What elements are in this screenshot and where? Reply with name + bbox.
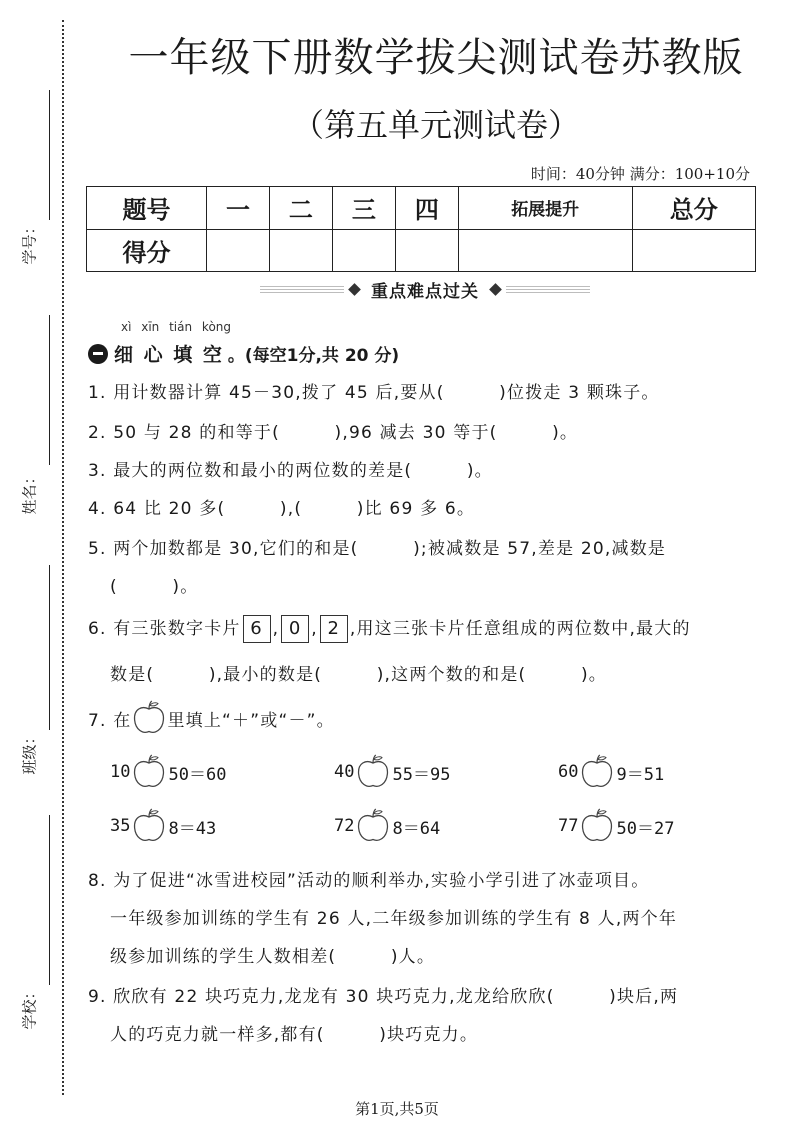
question-6-text: 6. 有三张数字卡片 [88,619,241,639]
equation-right: 50＝60 [168,764,227,785]
digit-card: 2 [320,615,348,643]
equation-right: 8＝64 [392,818,441,839]
question-9: 9. 欣欣有 22 块巧克力,龙龙有 30 块巧克力,龙龙给欣欣( )块后,两 [88,987,679,1007]
name-field[interactable] [14,315,44,520]
score-header-cell: 题号 [87,187,207,230]
page-subtitle: （第五单元测试卷） [291,106,580,144]
school-line [49,815,50,985]
score-input-cell[interactable] [395,229,458,272]
question-6: 6. 有三张数字卡片 6 , 0 , 2 ,用这三张卡片任意组成的两位数中,最大的 [88,614,691,643]
student-id-field[interactable] [14,90,44,270]
name-line [49,315,50,465]
score-input-cell[interactable] [458,229,632,272]
question-7 [88,700,335,736]
apple-blank-icon [131,700,167,736]
class-label: 班级： [20,729,39,775]
equation [110,754,226,790]
banner-decoration [260,285,344,293]
apple-blank-icon[interactable] [131,754,167,790]
equation [334,754,450,790]
section-one-badge-icon [88,344,108,364]
equation-right: 50＝27 [616,818,675,839]
question-2: 2. 50 与 28 的和等于( ),96 减去 30 等于( )。 [88,423,579,443]
section-heading [88,340,399,367]
score-header-cell: 一 [207,187,270,230]
equation-right: 9＝51 [616,764,665,785]
question-5-continued: ( )。 [110,577,199,597]
apple-blank-icon[interactable] [131,808,167,844]
binding-dotted-line [62,20,64,1095]
section-banner [260,276,590,302]
section-heading-text: 细 心 填 空 [114,344,224,366]
banner-text: 重点难点过关 [371,281,479,302]
equation [558,808,674,844]
equation-left: 72 [334,816,355,836]
page-footer: 第1页,共5页 [355,1100,439,1118]
apple-blank-icon[interactable] [355,808,391,844]
class-line [49,565,50,730]
school-label: 学校： [20,984,39,1030]
question-8: 8. 为了促进“冰雪进校园”活动的顺利举办,实验小学引进了冰壶项目。 [88,871,650,891]
question-7-text: 7. 在 [88,710,132,731]
equation-left: 10 [110,762,131,782]
score-table-header-row [87,187,756,230]
equation [334,808,440,844]
question-5: 5. 两个加数都是 30,它们的和是( );被减数是 57,差是 20,减数是 [88,539,667,559]
score-input-cell[interactable] [332,229,395,272]
score-header-cell: 三 [332,187,395,230]
apple-blank-icon[interactable] [579,808,615,844]
equation-left: 77 [558,816,579,836]
score-row-label: 得分 [87,229,207,272]
question-3: 3. 最大的两位数和最小的两位数的差是( )。 [88,461,493,481]
score-header-cell: 二 [269,187,332,230]
equation-left: 60 [558,762,579,782]
score-header-cell: 总分 [632,187,755,230]
student-id-label: 学号： [20,219,39,265]
apple-blank-icon[interactable] [355,754,391,790]
score-input-cell[interactable] [269,229,332,272]
section-score-note: 。(每空1分,共 20 分) [227,346,400,366]
equation-right: 8＝43 [168,818,217,839]
question-1: 1. 用计数器计算 45－30,拨了 45 后,要从( )位拨走 3 颗珠子。 [88,383,660,403]
page-title: 一年级下册数学拔尖测试卷苏教版 [128,35,744,81]
question-8-continued: 级参加训练的学生人数相差( )人。 [110,947,436,967]
banner-diamond-icon [489,283,502,296]
section-pinyin: xì xīn tián kòng [121,320,232,334]
question-8-continued: 一年级参加训练的学生有 26 人,二年级参加训练的学生有 8 人,两个年 [110,909,678,929]
banner-diamond-icon [348,283,361,296]
equation-right: 55＝95 [392,764,451,785]
school-field[interactable] [14,815,44,1035]
name-label: 姓名： [20,469,39,515]
digit-card: 6 [243,615,271,643]
equation-left: 40 [334,762,355,782]
equation [558,754,664,790]
student-id-line [49,90,50,220]
question-6-continued: 数是( ),最小的数是( ),这两个数的和是( )。 [110,665,608,685]
banner-decoration [506,285,590,293]
digit-card: 0 [281,615,309,643]
equation-left: 35 [110,816,131,836]
score-input-cell[interactable] [632,229,755,272]
score-table [86,186,756,272]
question-7-text-end: 里填上“＋”或“－”。 [167,710,335,731]
score-header-cell: 拓展提升 [458,187,632,230]
exam-meta: 时间：40分钟 满分：100+10分 [530,165,750,183]
score-header-cell: 四 [395,187,458,230]
question-4: 4. 64 比 20 多( ),( )比 69 多 6。 [88,499,476,519]
equation [110,808,216,844]
question-6-text-end: ,用这三张卡片任意组成的两位数中,最大的 [349,619,691,639]
apple-blank-icon[interactable] [579,754,615,790]
class-field[interactable] [14,565,44,780]
score-input-cell[interactable] [207,229,270,272]
question-9-continued: 人的巧克力就一样多,都有( )块巧克力。 [110,1025,479,1045]
score-table-score-row [87,229,756,272]
